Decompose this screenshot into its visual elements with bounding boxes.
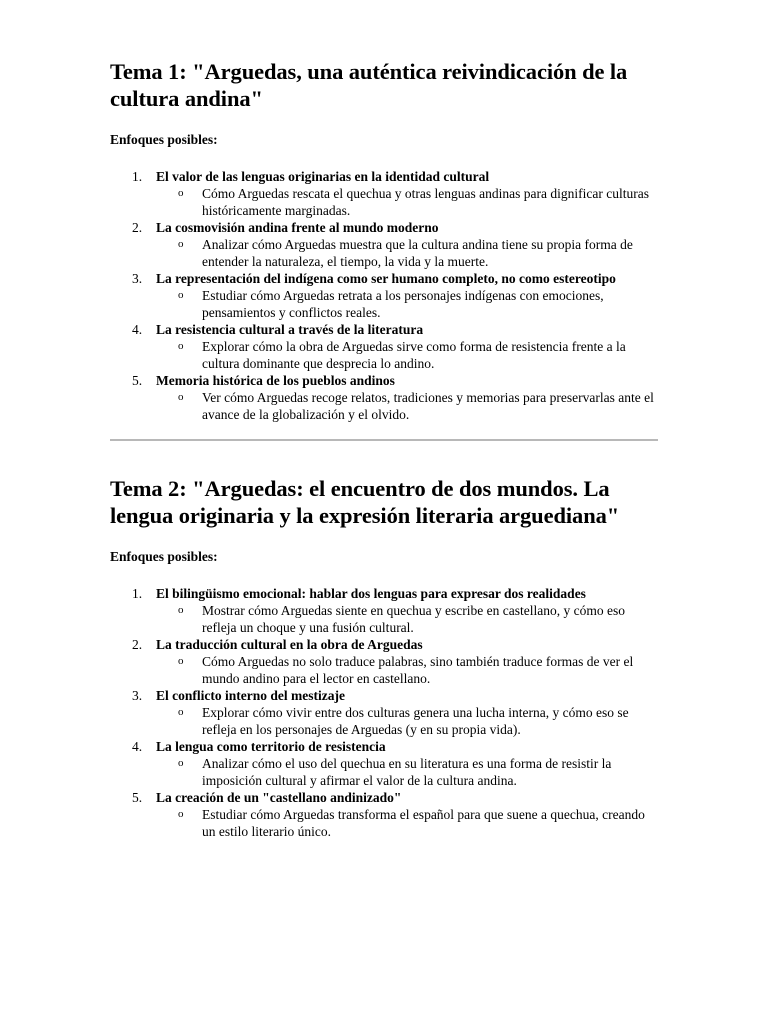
detail-item [156,287,658,321]
detail-item [156,236,658,270]
hollow-circle-bullet-icon: o [178,391,184,403]
hollow-circle-bullet-icon: o [178,604,184,616]
approaches-label: Enfoques posibles: [110,132,218,147]
detail-text: Analizar cómo el uso del quechua en su literatura es una forma de resistir la imposición cultural y afirmar el valor de la cultura andina. [202,756,612,788]
item-number: 1. [132,169,143,184]
approach-item [110,738,658,789]
approach-item [110,219,658,270]
detail-item [156,389,658,423]
hollow-circle-bullet-icon: o [178,187,184,199]
detail-list [156,185,658,219]
approach-item [110,321,658,372]
item-heading: La creación de un "castellano andinizado" [156,790,402,805]
item-heading: El valor de las lenguas originarias en la identidad cultural [156,169,490,184]
item-number: 2. [132,637,143,652]
approach-list [110,168,658,423]
approach-list [110,585,658,840]
approach-item [110,270,658,321]
item-heading: La representación del indígena como ser humano completo, no como estereotipo [156,271,616,286]
hollow-circle-bullet-icon: o [178,289,184,301]
approach-item [110,636,658,687]
item-heading: La cosmovisión andina frente al mundo moderno [156,220,439,235]
item-heading: La traducción cultural en la obra de Arguedas [156,637,423,652]
item-number: 1. [132,586,143,601]
detail-text: Analizar cómo Arguedas muestra que la cultura andina tiene su propia forma de entender la naturaleza, el tiempo, la vida y la muerte. [202,237,633,269]
detail-list [156,338,658,372]
detail-item [156,185,658,219]
item-heading: La resistencia cultural a través de la literatura [156,322,424,337]
item-number: 4. [132,739,143,754]
item-number: 5. [132,373,143,388]
item-number: 3. [132,271,143,286]
approach-item [110,585,658,636]
item-number: 4. [132,322,143,337]
detail-list [156,653,658,687]
hollow-circle-bullet-icon: o [178,706,184,718]
item-heading: Memoria histórica de los pueblos andinos [156,373,395,388]
item-number: 2. [132,220,143,235]
item-heading: El conflicto interno del mestizaje [156,688,345,703]
item-heading: El bilingüismo emocional: hablar dos lenguas para expresar dos realidades [156,586,586,601]
detail-list [156,704,658,738]
item-heading: La lengua como territorio de resistencia [156,739,386,754]
approach-item [110,168,658,219]
detail-list [156,287,658,321]
approach-item [110,789,658,840]
approaches-label: Enfoques posibles: [110,549,218,564]
detail-item [156,602,658,636]
detail-text: Cómo Arguedas no solo traduce palabras, sino también traduce formas de ver el mundo andino para el lector en castellano. [202,654,634,686]
approach-item [110,372,658,423]
detail-text: Ver cómo Arguedas recoge relatos, tradiciones y memorias para preservarlas ante el avance de la globalización y el olvido. [202,390,654,422]
hollow-circle-bullet-icon: o [178,808,184,820]
detail-text: Estudiar cómo Arguedas transforma el español para que suene a quechua, creando un estilo literario único. [202,807,645,839]
hollow-circle-bullet-icon: o [178,340,184,352]
topic-section-2 [110,475,658,840]
detail-item [156,806,658,840]
detail-list [156,755,658,789]
document-page [110,58,658,840]
item-number: 3. [132,688,143,703]
detail-item [156,704,658,738]
detail-text: Explorar cómo la obra de Arguedas sirve como forma de resistencia frente a la cultura dominante que desprecia lo andino. [202,339,626,371]
detail-text: Estudiar cómo Arguedas retrata a los personajes indígenas con emociones, pensamientos y conflictos reales. [202,288,604,320]
detail-text: Mostrar cómo Arguedas siente en quechua y escribe en castellano, y cómo eso refleja un choque y una fusión cultural. [202,603,625,635]
detail-list [156,806,658,840]
topic-title: Tema 1: "Arguedas, una auténtica reivindicación de la cultura andina" [110,59,628,111]
approach-item [110,687,658,738]
item-number: 5. [132,790,143,805]
hollow-circle-bullet-icon: o [178,655,184,667]
topic-title: Tema 2: "Arguedas: el encuentro de dos mundos. La lengua originaria y la expresión literaria arguediana" [110,476,620,528]
detail-text: Cómo Arguedas rescata el quechua y otras lenguas andinas para dignificar culturas históricamente marginadas. [202,186,649,218]
detail-item [156,755,658,789]
detail-list [156,389,658,423]
section-divider [110,439,658,441]
detail-list [156,602,658,636]
topic-section-1 [110,58,658,423]
hollow-circle-bullet-icon: o [178,757,184,769]
detail-item [156,653,658,687]
detail-text: Explorar cómo vivir entre dos culturas genera una lucha interna, y cómo eso se refleja en los personajes de Arguedas (y en su propia vida). [202,705,629,737]
detail-list [156,236,658,270]
hollow-circle-bullet-icon: o [178,238,184,250]
detail-item [156,338,658,372]
